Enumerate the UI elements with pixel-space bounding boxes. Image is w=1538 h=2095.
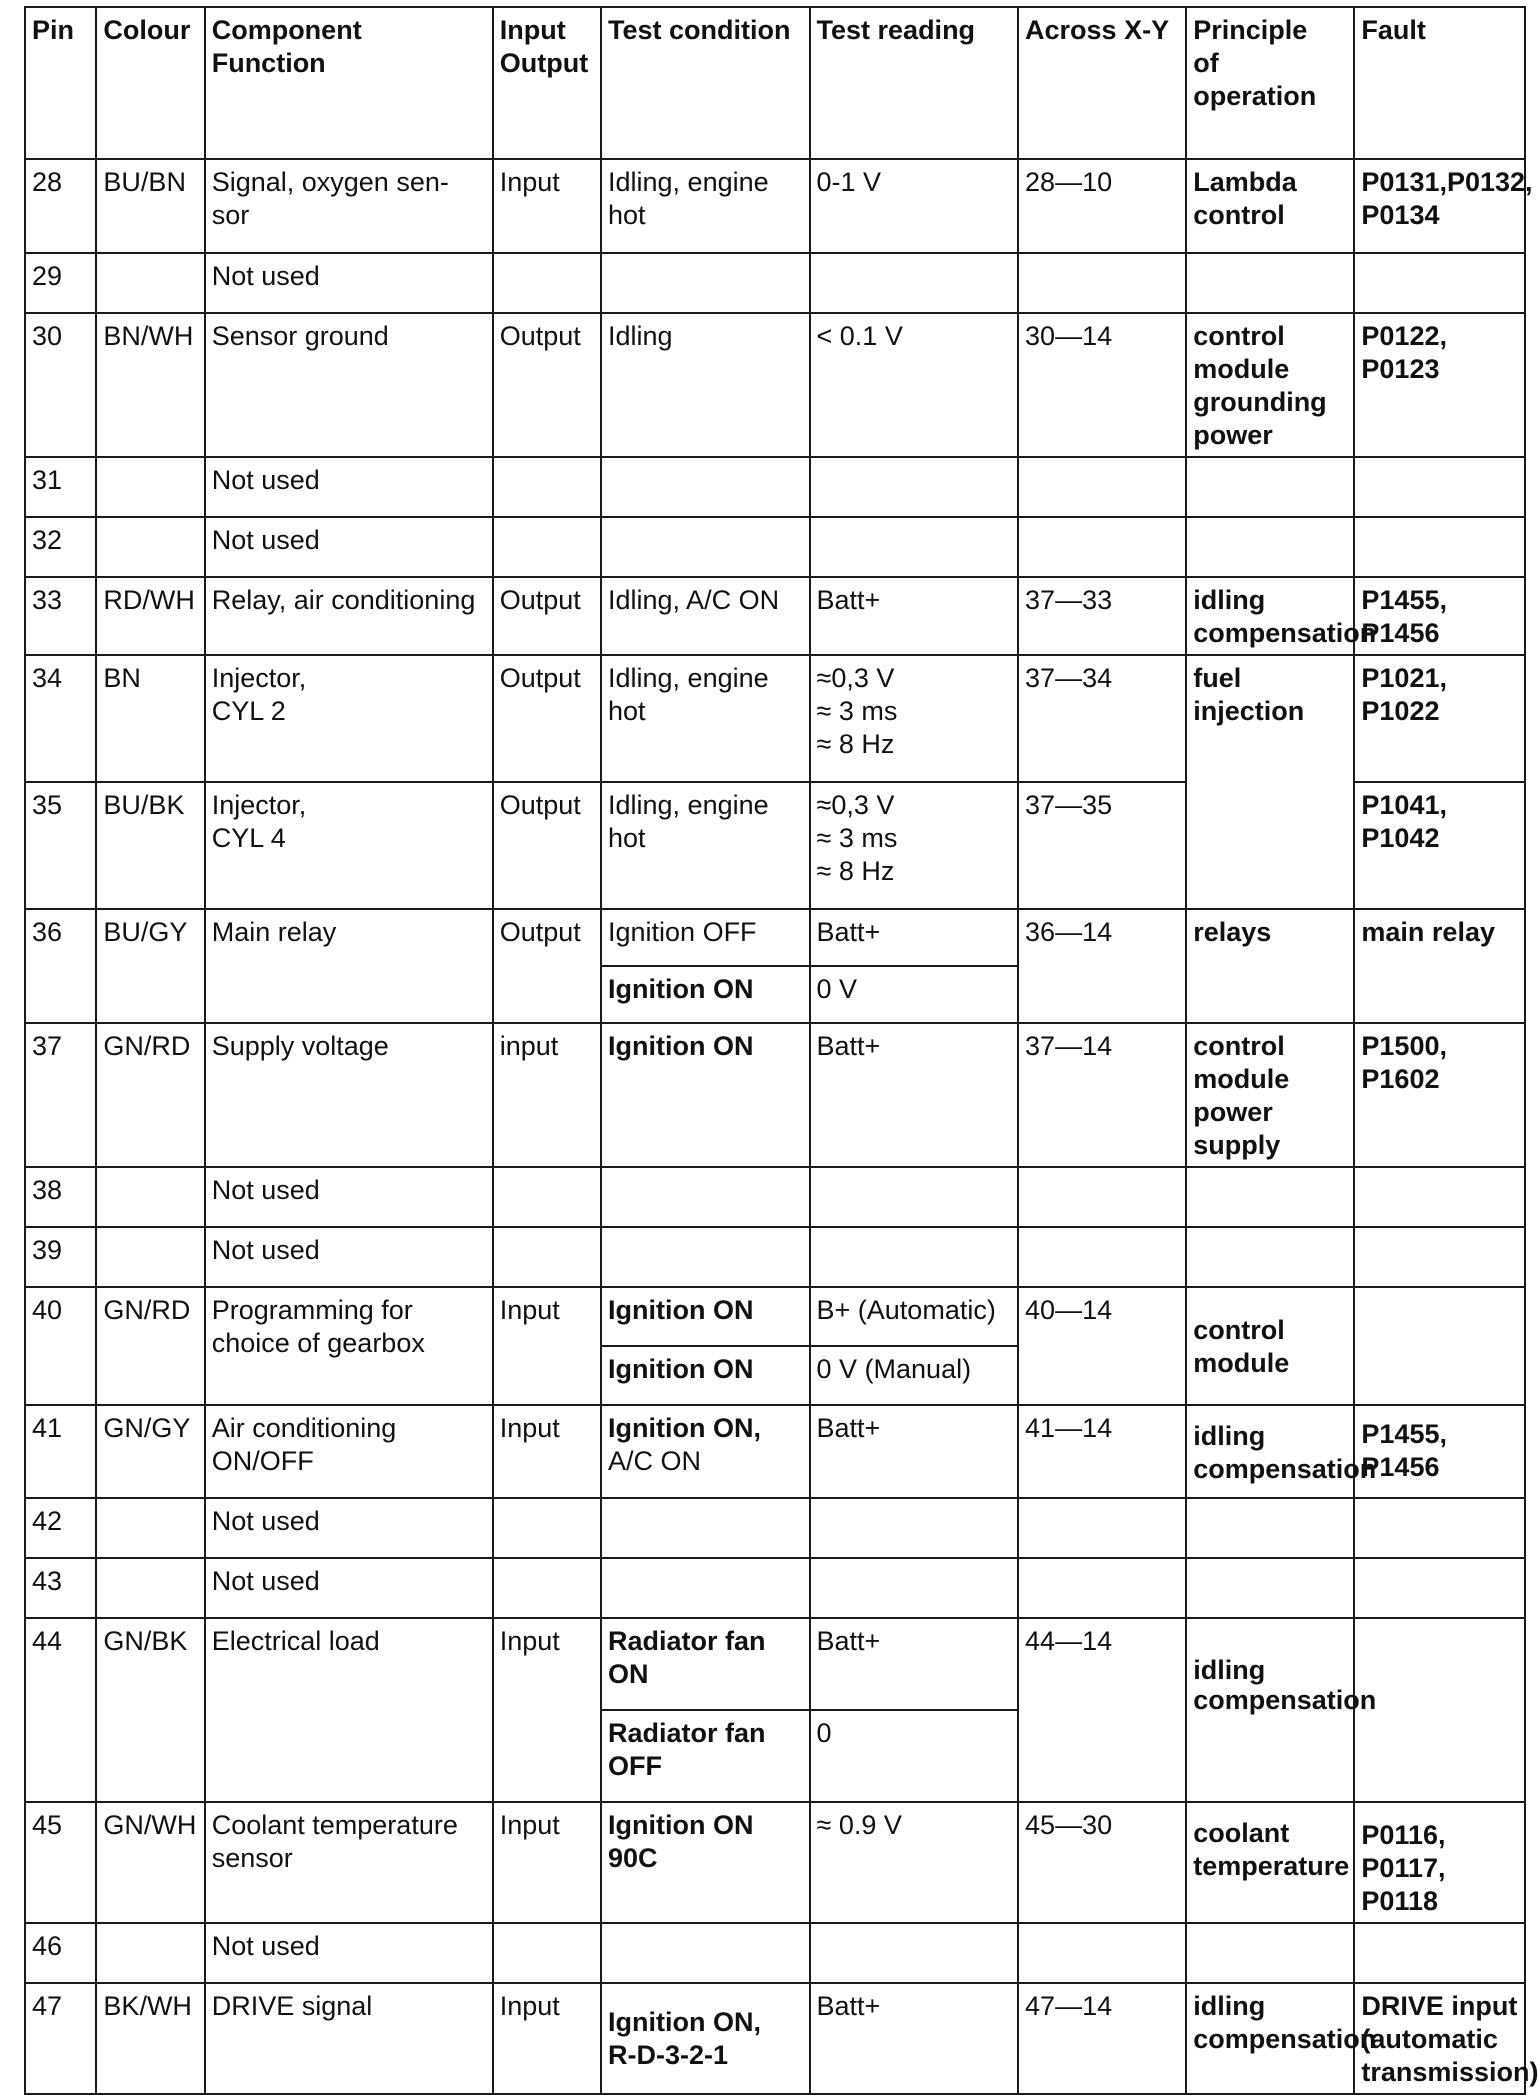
table-row xyxy=(25,1802,1525,1923)
header-test-condition: Test condition xyxy=(601,7,810,159)
fault-cell: main relay xyxy=(1354,909,1525,1023)
table-row xyxy=(25,909,1525,966)
across-cell: 45—30 xyxy=(1018,1802,1186,1923)
condition-cell: Ignition ON, R-D-3-2-1 xyxy=(601,1983,810,2094)
principle-cell: idling compensation xyxy=(1186,1618,1354,1802)
reading-cell: Batt+ xyxy=(810,1405,1019,1498)
io-cell: Input xyxy=(493,1802,601,1923)
header-pin: Pin xyxy=(25,7,96,159)
condition-cell: Ignition ON xyxy=(601,1287,810,1346)
io-cell: Output xyxy=(493,782,601,909)
colour-cell: BN/WH xyxy=(96,313,204,457)
across-cell: 28—10 xyxy=(1018,159,1186,253)
io-cell xyxy=(493,1923,601,1983)
ecu-pinout-table xyxy=(24,6,1538,2095)
principle-cell xyxy=(1186,1498,1354,1558)
across-cell xyxy=(1018,1227,1186,1287)
condition-cell xyxy=(601,1227,810,1287)
io-cell: Input xyxy=(493,159,601,253)
table-row xyxy=(25,1618,1525,1710)
pin-cell: 29 xyxy=(25,253,96,313)
principle-cell xyxy=(1186,1923,1354,1983)
across-cell: 37—35 xyxy=(1018,782,1186,909)
io-cell xyxy=(493,253,601,313)
function-cell: Not used xyxy=(205,1558,493,1618)
pin-cell: 33 xyxy=(25,577,96,655)
colour-cell: RD/WH xyxy=(96,577,204,655)
fault-cell: P1500, P1602 xyxy=(1354,1023,1525,1167)
colour-cell: GN/GY xyxy=(96,1405,204,1498)
reading-cell: 0-1 V xyxy=(810,159,1019,253)
across-cell: 37—14 xyxy=(1018,1023,1186,1167)
condition-cell: Idling, A/C ON xyxy=(601,577,810,655)
table-row xyxy=(25,457,1525,517)
condition-cell xyxy=(601,1923,810,1983)
fault-cell: P0131,P0132, P0134 xyxy=(1354,159,1525,253)
io-cell: input xyxy=(493,1023,601,1167)
principle-cell xyxy=(1186,1167,1354,1227)
pin-cell: 44 xyxy=(25,1618,96,1802)
reading-cell xyxy=(810,1558,1019,1618)
function-cell: Injector, CYL 2 xyxy=(205,655,493,782)
condition-cell: Ignition ON, A/C ON xyxy=(601,1405,810,1498)
table-row xyxy=(25,1405,1525,1498)
function-cell: Not used xyxy=(205,1923,493,1983)
fault-cell: P1455, P1456 xyxy=(1354,1405,1525,1498)
reading-cell: 0 xyxy=(810,1710,1019,1802)
across-cell: 40—14 xyxy=(1018,1287,1186,1405)
principle-cell: fuel injection xyxy=(1186,655,1354,909)
fault-cell xyxy=(1354,1558,1525,1618)
reading-cell: Batt+ xyxy=(810,577,1019,655)
principle-cell xyxy=(1186,253,1354,313)
pin-cell: 46 xyxy=(25,1923,96,1983)
reading-cell: ≈0,3 V ≈ 3 ms ≈ 8 Hz xyxy=(810,782,1019,909)
condition-cell: Idling, engine hot xyxy=(601,782,810,909)
condition-cell xyxy=(601,1167,810,1227)
across-cell xyxy=(1018,1498,1186,1558)
pin-cell: 32 xyxy=(25,517,96,577)
condition-cell: Idling, engine hot xyxy=(601,159,810,253)
header-test-reading: Test reading xyxy=(810,7,1019,159)
function-cell: Not used xyxy=(205,253,493,313)
io-cell xyxy=(493,1498,601,1558)
fault-cell xyxy=(1354,1618,1525,1802)
fault-cell: DRIVE input (automatic transmission) xyxy=(1354,1983,1525,2094)
pin-cell: 35 xyxy=(25,782,96,909)
function-cell: Electrical load xyxy=(205,1618,493,1802)
function-cell: Sensor ground xyxy=(205,313,493,457)
header-colour: Colour xyxy=(96,7,204,159)
across-cell xyxy=(1018,1923,1186,1983)
colour-cell xyxy=(96,457,204,517)
io-cell xyxy=(493,517,601,577)
across-cell xyxy=(1018,1167,1186,1227)
function-cell: Not used xyxy=(205,1227,493,1287)
io-cell: Output xyxy=(493,313,601,457)
condition-cell: Ignition OFF xyxy=(601,909,810,966)
condition-cell xyxy=(601,517,810,577)
reading-cell xyxy=(810,517,1019,577)
principle-cell: relays xyxy=(1186,909,1354,1023)
reading-cell xyxy=(810,1498,1019,1558)
colour-cell xyxy=(96,253,204,313)
across-cell: 44—14 xyxy=(1018,1618,1186,1802)
header-component: Component Function xyxy=(205,7,493,159)
condition-cell xyxy=(601,1558,810,1618)
io-cell: Input xyxy=(493,1618,601,1802)
condition-cell: Ignition ON 90C xyxy=(601,1802,810,1923)
pin-cell: 45 xyxy=(25,1802,96,1923)
colour-cell: BU/GY xyxy=(96,909,204,1023)
pin-cell: 39 xyxy=(25,1227,96,1287)
function-cell: Coolant temperature sensor xyxy=(205,1802,493,1923)
principle-cell xyxy=(1186,517,1354,577)
principle-cell xyxy=(1186,1227,1354,1287)
function-cell: Relay, air conditioning xyxy=(205,577,493,655)
io-cell xyxy=(493,457,601,517)
table-row xyxy=(25,159,1525,253)
reading-cell: ≈0,3 V ≈ 3 ms ≈ 8 Hz xyxy=(810,655,1019,782)
colour-cell: BU/BK xyxy=(96,782,204,909)
fault-cell xyxy=(1354,517,1525,577)
pin-cell: 31 xyxy=(25,457,96,517)
condition-cell: Idling xyxy=(601,313,810,457)
principle-cell: idling compensation xyxy=(1186,577,1354,655)
function-cell: Not used xyxy=(205,1498,493,1558)
io-cell xyxy=(493,1558,601,1618)
reading-cell xyxy=(810,1227,1019,1287)
principle-cell xyxy=(1186,457,1354,517)
io-cell: Output xyxy=(493,577,601,655)
function-cell: Main relay xyxy=(205,909,493,1023)
io-cell xyxy=(493,1227,601,1287)
pin-cell: 37 xyxy=(25,1023,96,1167)
fault-cell: P0116, P0117, P0118 xyxy=(1354,1802,1525,1923)
reading-cell xyxy=(810,253,1019,313)
function-cell: DRIVE signal xyxy=(205,1983,493,2094)
function-cell: Air conditioning ON/OFF xyxy=(205,1405,493,1498)
reading-cell: ≈ 0.9 V xyxy=(810,1802,1019,1923)
reading-cell: Batt+ xyxy=(810,1983,1019,2094)
across-cell xyxy=(1018,517,1186,577)
colour-cell xyxy=(96,1923,204,1983)
table-row xyxy=(25,517,1525,577)
fault-cell: P0122, P0123 xyxy=(1354,313,1525,457)
principle-cell: idling compensation xyxy=(1186,1983,1354,2094)
table-row xyxy=(25,1498,1525,1558)
fault-cell xyxy=(1354,1287,1525,1405)
function-cell: Not used xyxy=(205,517,493,577)
colour-cell xyxy=(96,517,204,577)
across-cell xyxy=(1018,253,1186,313)
condition-cell: Radiator fan OFF xyxy=(601,1710,810,1802)
principle-cell xyxy=(1186,1558,1354,1618)
colour-cell: GN/BK xyxy=(96,1618,204,1802)
across-cell: 37—33 xyxy=(1018,577,1186,655)
reading-cell xyxy=(810,1167,1019,1227)
pin-cell: 36 xyxy=(25,909,96,1023)
across-cell xyxy=(1018,1558,1186,1618)
pin-cell: 42 xyxy=(25,1498,96,1558)
across-cell: 41—14 xyxy=(1018,1405,1186,1498)
across-cell: 30—14 xyxy=(1018,313,1186,457)
io-cell: Input xyxy=(493,1287,601,1405)
pin-cell: 34 xyxy=(25,655,96,782)
function-cell: Supply voltage xyxy=(205,1023,493,1167)
reading-cell xyxy=(810,1923,1019,1983)
principle-cell: Lambda control xyxy=(1186,159,1354,253)
principle-cell: control module grounding power xyxy=(1186,313,1354,457)
condition-cell: Radiator fan ON xyxy=(601,1618,810,1710)
table-row xyxy=(25,253,1525,313)
header-fault: Fault xyxy=(1354,7,1525,159)
colour-cell: GN/RD xyxy=(96,1023,204,1167)
condition-cell: Ignition ON xyxy=(601,966,810,1023)
header-principle: Principle of operation xyxy=(1186,7,1354,159)
fault-cell xyxy=(1354,457,1525,517)
reading-cell: Batt+ xyxy=(810,1618,1019,1710)
pin-cell: 40 xyxy=(25,1287,96,1405)
colour-cell: BK/WH xyxy=(96,1983,204,2094)
colour-cell: GN/WH xyxy=(96,1802,204,1923)
colour-cell xyxy=(96,1227,204,1287)
across-cell xyxy=(1018,457,1186,517)
fault-cell xyxy=(1354,1227,1525,1287)
colour-cell: GN/RD xyxy=(96,1287,204,1405)
table-row xyxy=(25,1287,1525,1346)
pin-cell: 30 xyxy=(25,313,96,457)
function-cell: Injector, CYL 4 xyxy=(205,782,493,909)
reading-cell: B+ (Automatic) xyxy=(810,1287,1019,1346)
principle-cell: control module xyxy=(1186,1287,1354,1405)
colour-cell: BN xyxy=(96,655,204,782)
io-cell xyxy=(493,1167,601,1227)
condition-cell: Idling, engine hot xyxy=(601,655,810,782)
condition-cell xyxy=(601,253,810,313)
colour-cell: BU/BN xyxy=(96,159,204,253)
table-row xyxy=(25,1023,1525,1167)
pin-cell: 47 xyxy=(25,1983,96,2094)
pinout-sheet xyxy=(24,6,1538,2095)
function-cell: Signal, oxygen sen- sor xyxy=(205,159,493,253)
table-row xyxy=(25,655,1525,782)
across-cell: 37—34 xyxy=(1018,655,1186,782)
fault-cell: P1021, P1022 xyxy=(1354,655,1525,782)
io-cell: Input xyxy=(493,1983,601,2094)
table-row xyxy=(25,1558,1525,1618)
principle-cell: control module power supply xyxy=(1186,1023,1354,1167)
condition-cell: Ignition ON xyxy=(601,1023,810,1167)
condition-cell xyxy=(601,457,810,517)
header-row xyxy=(25,7,1525,159)
table-row xyxy=(25,1167,1525,1227)
table-row xyxy=(25,577,1525,655)
pin-cell: 43 xyxy=(25,1558,96,1618)
principle-cell: idling compensation xyxy=(1186,1405,1354,1498)
colour-cell xyxy=(96,1167,204,1227)
colour-cell xyxy=(96,1558,204,1618)
fault-cell xyxy=(1354,1167,1525,1227)
io-cell: Input xyxy=(493,1405,601,1498)
function-cell: Programming for choice of gearbox xyxy=(205,1287,493,1405)
header-across: Across X-Y xyxy=(1018,7,1186,159)
reading-cell: Batt+ xyxy=(810,1023,1019,1167)
fault-cell: P1041, P1042 xyxy=(1354,782,1525,909)
table-row xyxy=(25,1227,1525,1287)
function-cell: Not used xyxy=(205,1167,493,1227)
table-row xyxy=(25,313,1525,457)
fault-cell xyxy=(1354,1498,1525,1558)
fault-cell: P1455, P1456 xyxy=(1354,577,1525,655)
io-cell: Output xyxy=(493,655,601,782)
reading-cell xyxy=(810,457,1019,517)
across-cell: 47—14 xyxy=(1018,1983,1186,2094)
function-cell: Not used xyxy=(205,457,493,517)
reading-cell: 0 V (Manual) xyxy=(810,1346,1019,1405)
colour-cell xyxy=(96,1498,204,1558)
across-cell: 36—14 xyxy=(1018,909,1186,1023)
fault-cell xyxy=(1354,253,1525,313)
reading-cell: Batt+ xyxy=(810,909,1019,966)
condition-cell: Ignition ON xyxy=(601,1346,810,1405)
reading-cell: 0 V xyxy=(810,966,1019,1023)
table-row xyxy=(25,1983,1525,2094)
table-row xyxy=(25,1923,1525,1983)
principle-cell: coolant temperature xyxy=(1186,1802,1354,1923)
pin-cell: 38 xyxy=(25,1167,96,1227)
condition-cell xyxy=(601,1498,810,1558)
pin-cell: 41 xyxy=(25,1405,96,1498)
fault-cell xyxy=(1354,1923,1525,1983)
reading-cell: < 0.1 V xyxy=(810,313,1019,457)
pin-cell: 28 xyxy=(25,159,96,253)
io-cell: Output xyxy=(493,909,601,1023)
header-io: Input Output xyxy=(493,7,601,159)
